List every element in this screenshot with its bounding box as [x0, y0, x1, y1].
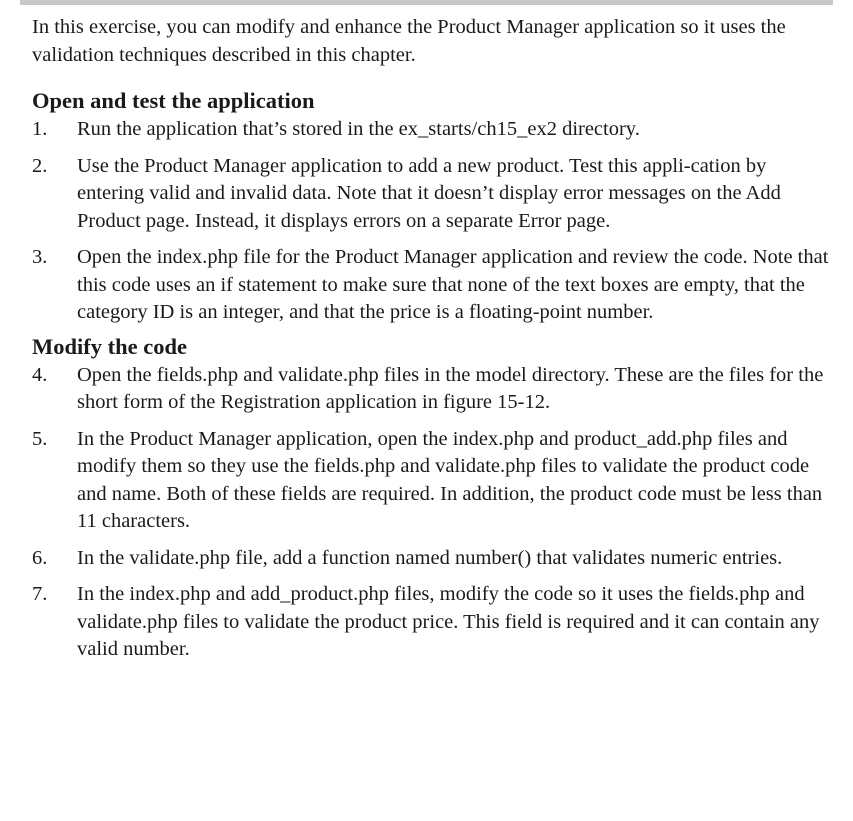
step-number: 2. — [32, 154, 48, 177]
step-text: Open the fields.php and validate.php files in the model directory. These are the files for the short form of the Registration application in figure 15-12. — [77, 363, 824, 413]
step-text: In the validate.php file, add a function named number() that validates numeric entries. — [77, 546, 783, 569]
section-heading-modify-the-code: Modify the code — [32, 333, 187, 359]
intro-paragraph: In this exercise, you can modify and enhance the Product Manager application so it uses the validation techniques described in this chapter. — [32, 16, 786, 66]
step-number: 7. — [32, 583, 48, 605]
steps-list-open-and-test — [32, 116, 832, 327]
step-item — [32, 362, 832, 417]
step-item — [32, 545, 832, 573]
step-item — [32, 244, 832, 327]
step-item — [32, 581, 832, 664]
steps-list-modify-the-code — [32, 362, 832, 664]
step-number: 4. — [32, 363, 48, 386]
step-text: Open the index.php file for the Product Manager application and review the code. Note that this code uses an if statement to make sure that none of the text boxes are empty, that the category ID is an integer, and that the price is a floating-point number. — [77, 246, 829, 323]
step-text: In the index.php and add_product.php files, modify the code so it uses the fields.php and validate.php files to validate the product price. This field is required and it can contain any valid number. — [77, 583, 820, 660]
step-number: 3. — [32, 246, 48, 268]
exercise-content — [32, 14, 832, 664]
step-item — [32, 116, 832, 144]
section-heading-open-and-test: Open and test the application — [32, 88, 315, 113]
top-rule — [20, 0, 833, 5]
step-item — [32, 153, 832, 236]
step-number: 1. — [32, 118, 48, 140]
step-text: Use the Product Manager application to add a new product. Test this appli-cation by entering valid and invalid data. Note that it doesn’t display error messages on the Add Product page. Instead, it displays errors on a separate Error page. — [77, 154, 781, 232]
step-text: In the Product Manager application, open the index.php and product_add.php files and modify them so they use the fields.php and validate.php files to validate the product code and name. Both of these fields are required. In addition, the product code must be less than 11 characters. — [77, 427, 823, 532]
step-item — [32, 426, 832, 536]
step-number: 5. — [32, 427, 48, 450]
step-text: Run the application that’s stored in the ex_starts/ch15_ex2 directory. — [77, 118, 640, 140]
step-number: 6. — [32, 546, 48, 569]
